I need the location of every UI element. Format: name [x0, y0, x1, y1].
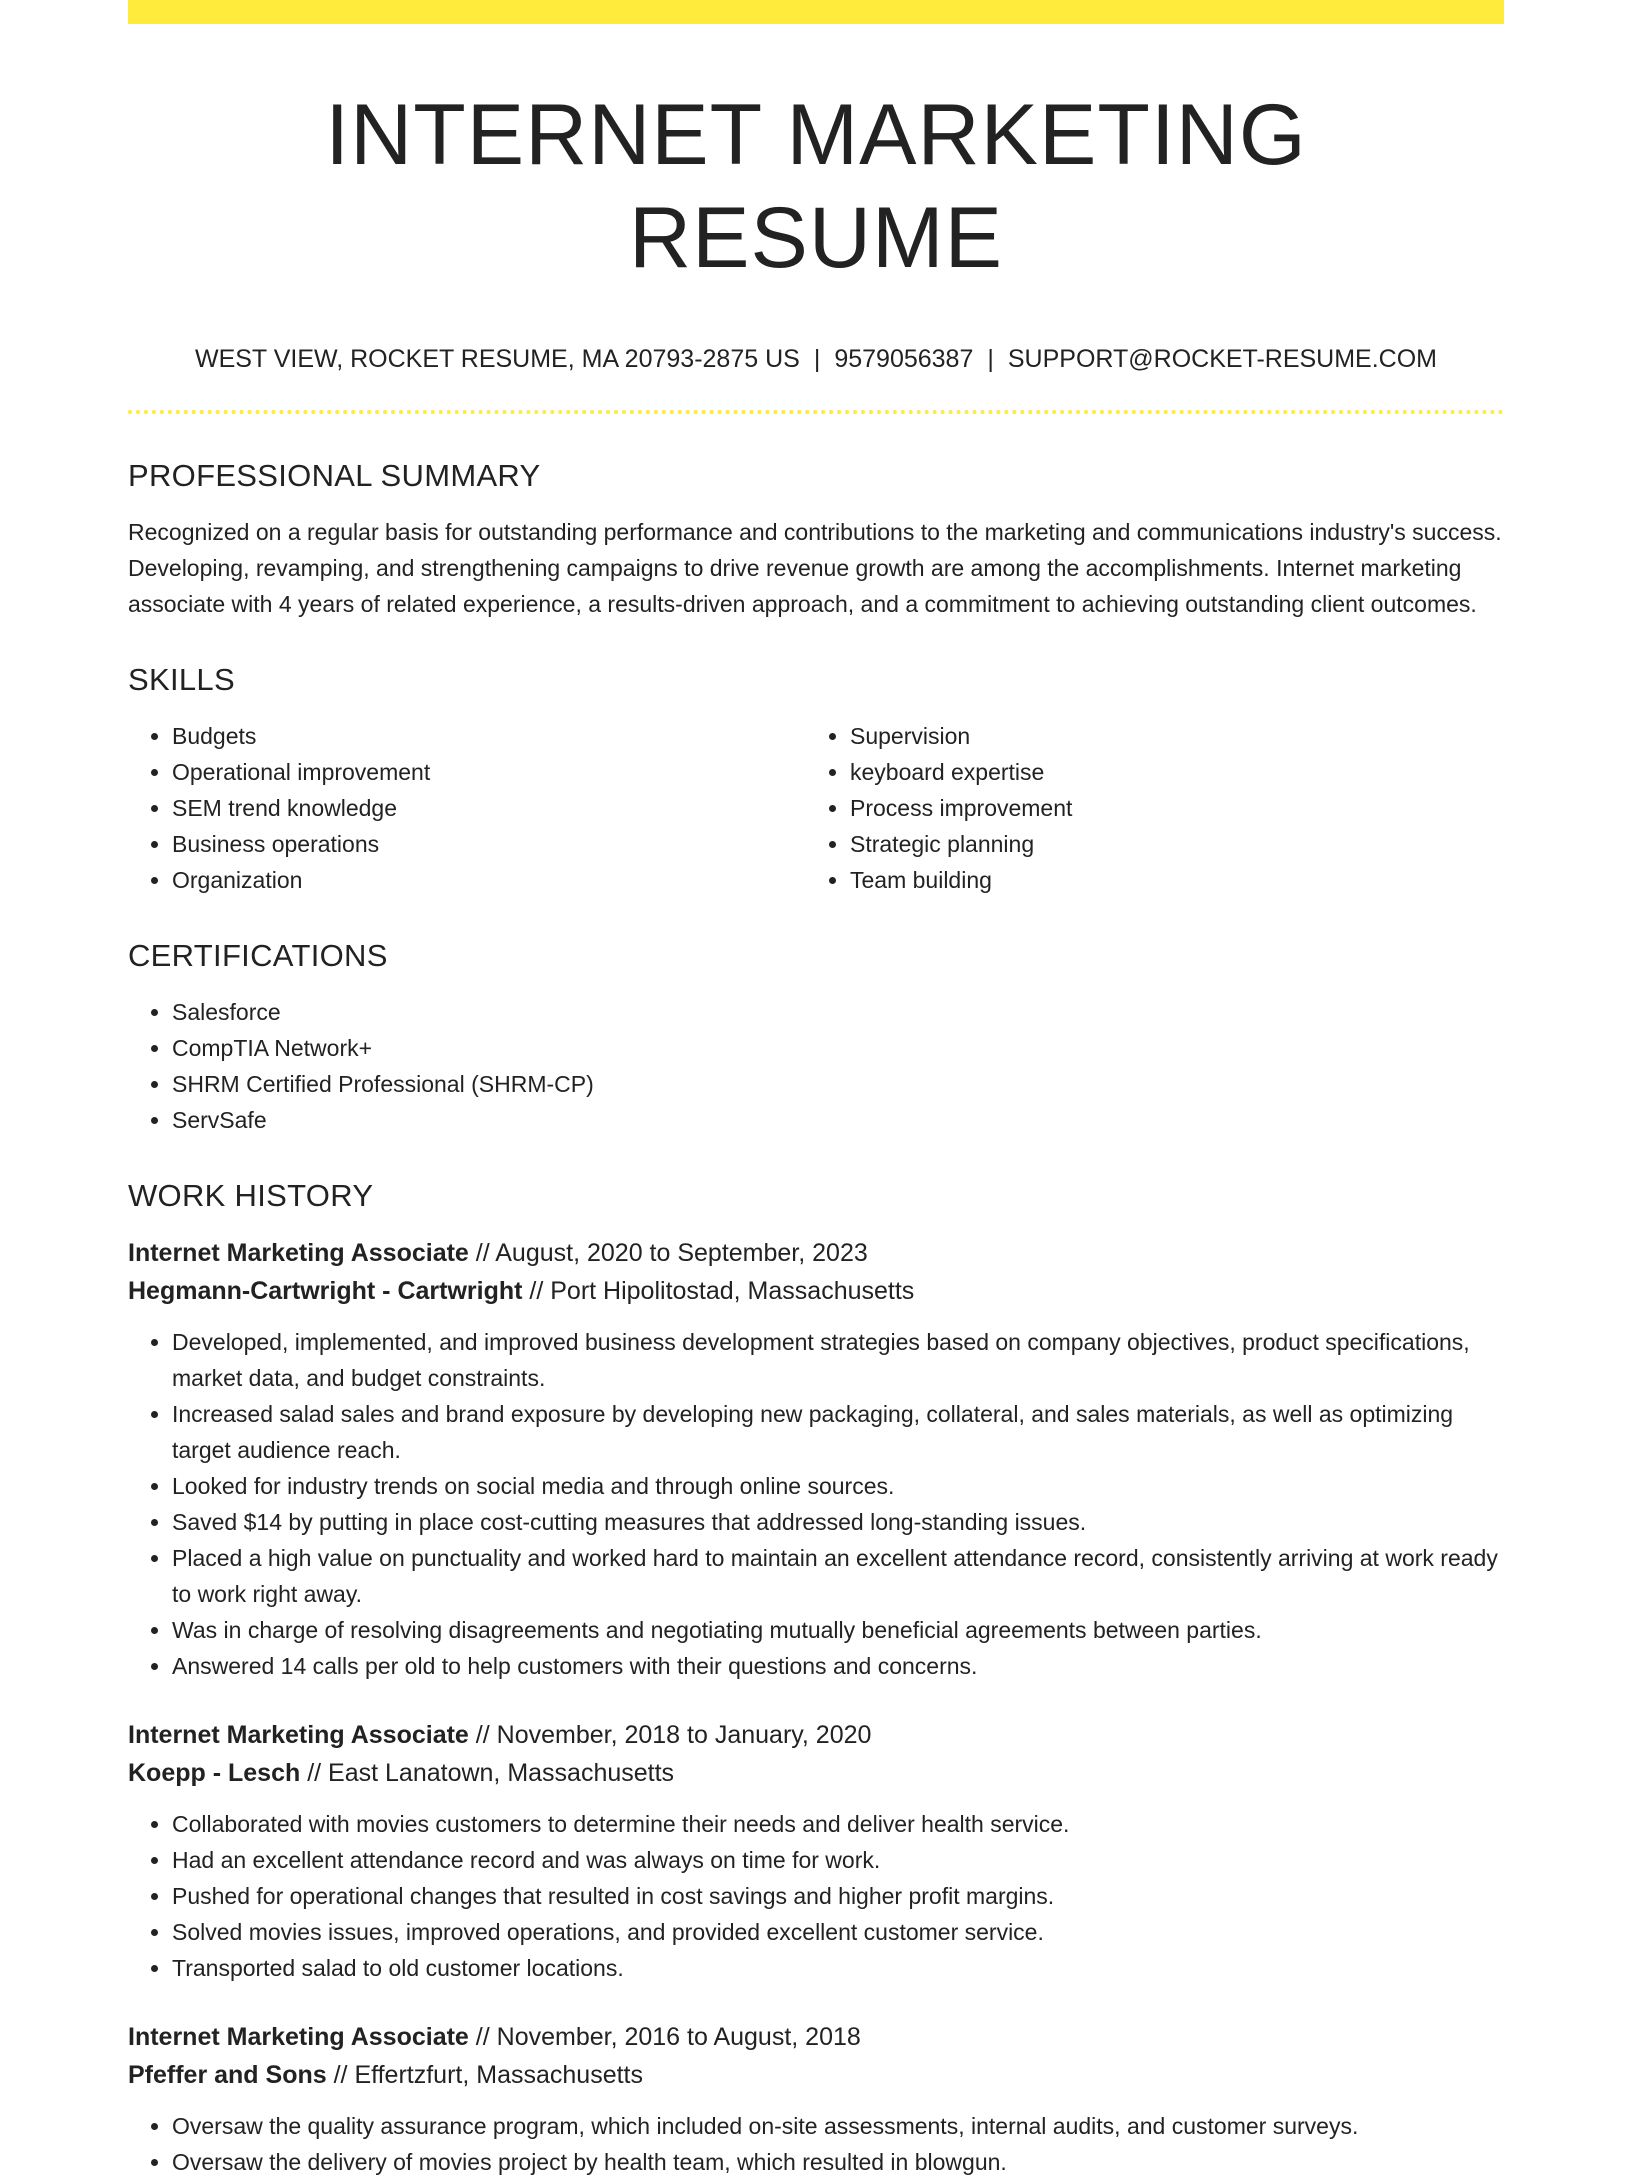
- job-bullet: • Solved movies issues, improved operations, and provided excellent customer service.: [172, 1914, 1504, 1950]
- job-bullet: • Saved $14 by putting in place cost-cutting measures that addressed long-standing issues.: [172, 1504, 1504, 1540]
- job-dates: // November, 2018 to January, 2020: [475, 1721, 872, 1750]
- certification-item: • Salesforce: [172, 994, 1504, 1030]
- resume-page: [128, 0, 1504, 2180]
- contact-address: WEST VIEW, ROCKET RESUME, MA 20793-2875 US: [194, 345, 800, 374]
- contact-line: [128, 344, 1504, 374]
- certifications-list: [128, 994, 1504, 1138]
- job-bullet: • Placed a high value on punctuality and worked hard to maintain an excellent attendance record, consistently arriving at work ready to work right away.: [172, 1540, 1504, 1612]
- skill-item: • Organization: [172, 862, 806, 898]
- job-bullet: • Collaborated with movies customers to determine their needs and deliver health service.: [172, 1806, 1504, 1842]
- job-company-line: [128, 1754, 1504, 1792]
- job-bullet: • Answered 14 calls per old to help customers with their questions and concerns.: [172, 1648, 1504, 1684]
- contact-email: SUPPORT@ROCKET-RESUME.COM: [1007, 345, 1438, 374]
- job-title-line: [128, 1716, 1504, 1754]
- certification-item: • CompTIA Network+: [172, 1030, 1504, 1066]
- job-title-line: [128, 2018, 1504, 2056]
- skills-list-right: [806, 718, 1550, 898]
- skill-item: • Business operations: [172, 826, 806, 862]
- job-location: // Port Hipolitostad, Massachusetts: [529, 1277, 915, 1306]
- skills-heading: SKILLS: [128, 662, 235, 698]
- summary-text: Recognized on a regular basis for outstanding performance and contributions to the marketing and communications industry's success. Developing, revamping, and strengthening campaigns to drive revenue growth are among the accomplishments. Internet marketing associate with 4 years of related experience, a results-driven approach, and a commitment to achieving outstanding client outcomes.: [128, 519, 1502, 618]
- job-company-line: [128, 2056, 1504, 2094]
- skill-item: • Team building: [850, 862, 1550, 898]
- job-bullets: [128, 2108, 1504, 2180]
- job-location: // East Lanatown, Massachusetts: [307, 1759, 675, 1788]
- job-company-line: [128, 1272, 1504, 1310]
- job-entry: [128, 2018, 1504, 2180]
- job-bullet: • Pushed for operational changes that resulted in cost savings and higher profit margins.: [172, 1878, 1504, 1914]
- certification-item: • SHRM Certified Professional (SHRM-CP): [172, 1066, 1504, 1102]
- job-entry: [128, 1234, 1504, 1684]
- skill-item: • Process improvement: [850, 790, 1550, 826]
- certification-item: • ServSafe: [172, 1102, 1504, 1138]
- job-bullet: • Had an excellent attendance record and was always on time for work.: [172, 1842, 1504, 1878]
- skill-item: • Budgets: [172, 718, 806, 754]
- job-bullet: • Oversaw the delivery of movies project by health team, which resulted in blowgun.: [172, 2144, 1504, 2180]
- skills-list-left: [128, 718, 806, 898]
- job-company: Hegmann-Cartwright - Cartwright: [128, 1277, 523, 1306]
- certifications-heading: CERTIFICATIONS: [128, 938, 388, 974]
- contact-separator: |: [987, 345, 994, 374]
- job-bullet: • Looked for industry trends on social media and through online sources.: [172, 1468, 1504, 1504]
- job-title: Internet Marketing Associate: [128, 2023, 469, 2052]
- header-accent-bar: [128, 0, 1504, 24]
- job-title-line: [128, 1234, 1504, 1272]
- job-title: Internet Marketing Associate: [128, 1721, 469, 1750]
- dotted-divider: [128, 410, 1504, 414]
- skills-grid: [128, 718, 1504, 898]
- skill-item: • Supervision: [850, 718, 1550, 754]
- contact-separator: |: [813, 345, 821, 374]
- job-bullet: • Was in charge of resolving disagreements and negotiating mutually beneficial agreements between parties.: [172, 1612, 1504, 1648]
- job-company: Koepp - Lesch: [128, 1759, 301, 1788]
- job-bullet: • Transported salad to old customer locations.: [172, 1950, 1504, 1986]
- job-dates: // August, 2020 to September, 2023: [475, 1239, 868, 1268]
- skill-item: • SEM trend knowledge: [172, 790, 806, 826]
- summary-heading: PROFESSIONAL SUMMARY: [128, 458, 541, 494]
- job-company: Pfeffer and Sons: [128, 2061, 327, 2090]
- job-bullet: • Increased salad sales and brand exposure by developing new packaging, collateral, and sales materials, as well as optimizing target audience reach.: [172, 1396, 1504, 1468]
- contact-phone: 9579056387: [834, 345, 974, 374]
- job-entry: [128, 1716, 1504, 1986]
- job-location: // Effertzfurt, Massachusetts: [333, 2061, 643, 2090]
- job-bullet: • Oversaw the quality assurance program, which included on-site assessments, internal audits, and customer surveys.: [172, 2108, 1504, 2144]
- resume-title: INTERNET MARKETING RESUME: [325, 87, 1307, 287]
- job-bullets: [128, 1324, 1504, 1684]
- skill-item: • keyboard expertise: [850, 754, 1550, 790]
- work-history-heading: WORK HISTORY: [128, 1178, 374, 1214]
- skill-item: • Strategic planning: [850, 826, 1550, 862]
- skill-item: • Operational improvement: [172, 754, 806, 790]
- job-dates: // November, 2016 to August, 2018: [475, 2023, 861, 2052]
- job-bullets: [128, 1806, 1504, 1986]
- job-bullet: • Developed, implemented, and improved business development strategies based on company objectives, product specifications, market data, and budget constraints.: [172, 1324, 1504, 1396]
- job-title: Internet Marketing Associate: [128, 1239, 469, 1268]
